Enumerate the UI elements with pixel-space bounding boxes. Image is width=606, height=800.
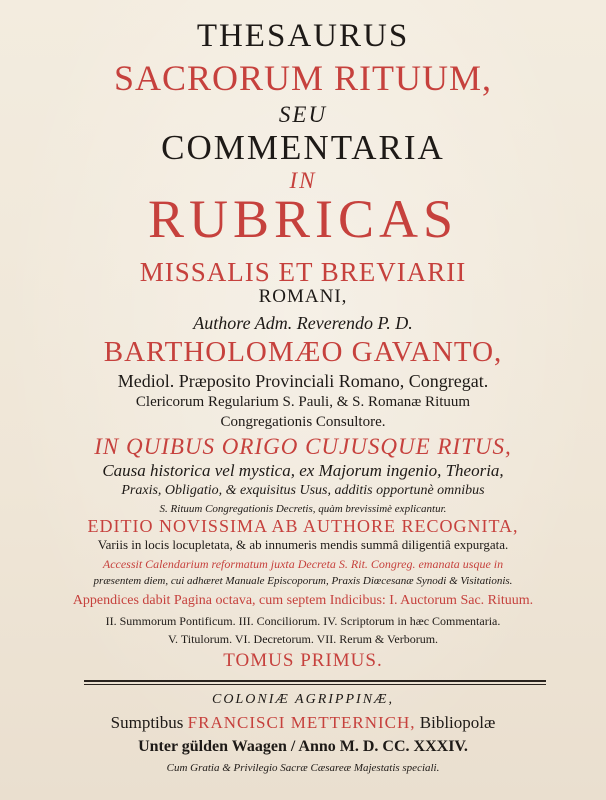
author-intro: Authore Adm. Reverendo P. D. <box>193 313 413 333</box>
imprint-rule-bottom <box>84 684 546 685</box>
edition-line-3: Accessit Calendarium reformatum juxta Decreta S. Rit. Congreg. emanata usque in <box>102 557 504 571</box>
author-line-4: Congregationis Consultore. <box>220 414 386 430</box>
edition-line-2: Variis in locis locupletata, & ab innumeris mendis summâ diligentiâ expurgata. <box>97 537 509 552</box>
imprint-place: COLONIÆ AGRIPPINÆ, <box>212 692 394 707</box>
edition-line-4: præsentem diem, cui adhæret Manuale Episcoporum, Praxis Diœcesanæ Synodi & Visitationis. <box>93 575 513 587</box>
imprint-date: Unter gülden Waagen / Anno M. D. CC. XXXIV. <box>138 738 468 755</box>
volume-label: TOMUS PRIMUS. <box>223 650 383 671</box>
title-in: IN <box>289 168 317 193</box>
appendices-line-2: II. Summorum Pontificum. III. Conciliorum. IV. Scriptorum in hæc Commentaria. <box>105 614 501 628</box>
content-line-4: S. Rituum Congregationis Decretis, quàm brevissimè explicantur. <box>159 503 447 515</box>
edition-heading: EDITIO NOVISSIMA AB AUTHORE RECOGNITA, <box>87 516 519 536</box>
author-line-2: Mediol. Præposito Provinciali Romano, Congregat. <box>117 371 489 391</box>
imprint-rule-top <box>84 680 546 682</box>
imprint-sumptibus: Sumptibus <box>110 713 184 732</box>
title-thesaurus: THESAURUS <box>196 18 410 54</box>
author-line-3: Clericorum Regularium S. Pauli, & S. Romanæ Rituum <box>135 394 471 410</box>
title-seu: SEU <box>278 102 328 127</box>
imprint-privilege: Cum Gratia & Privilegio Sacræ Cæsareæ Majestatis speciali. <box>166 762 440 774</box>
imprint-publisher: FRANCISCI METTERNICH, <box>187 713 416 732</box>
imprint-bibliopolae: Bibliopolæ <box>419 713 496 732</box>
content-line-2: Causa historica vel mystica, ex Majorum ingenio, Theoria, <box>102 461 504 480</box>
appendices-line-1: Appendices dabit Pagina octava, cum septem Indicibus: I. Auctorum Sac. Rituum. <box>72 593 534 608</box>
author-name: BARTHOLOMÆO GAVANTO, <box>103 336 503 368</box>
title-rubricas: RUBRICAS <box>147 189 459 249</box>
appendices-line-3: V. Titulorum. VI. Decretorum. VII. Rerum & Verborum. <box>167 632 439 646</box>
content-line-3: Praxis, Obligatio, & exquisitus Usus, additis opportunè omnibus <box>121 483 485 498</box>
title-commentaria: COMMENTARIA <box>161 128 445 167</box>
title-sacrorum-rituum: SACRORUM RITUUM, <box>113 58 493 98</box>
title-missalis: MISSALIS ET BREVIARII <box>139 257 467 287</box>
title-romani: ROMANI, <box>258 286 348 307</box>
imprint-publisher-line <box>0 713 606 733</box>
content-heading: IN QUIBUS ORIGO CUJUSQUE RITUS, <box>94 434 512 459</box>
